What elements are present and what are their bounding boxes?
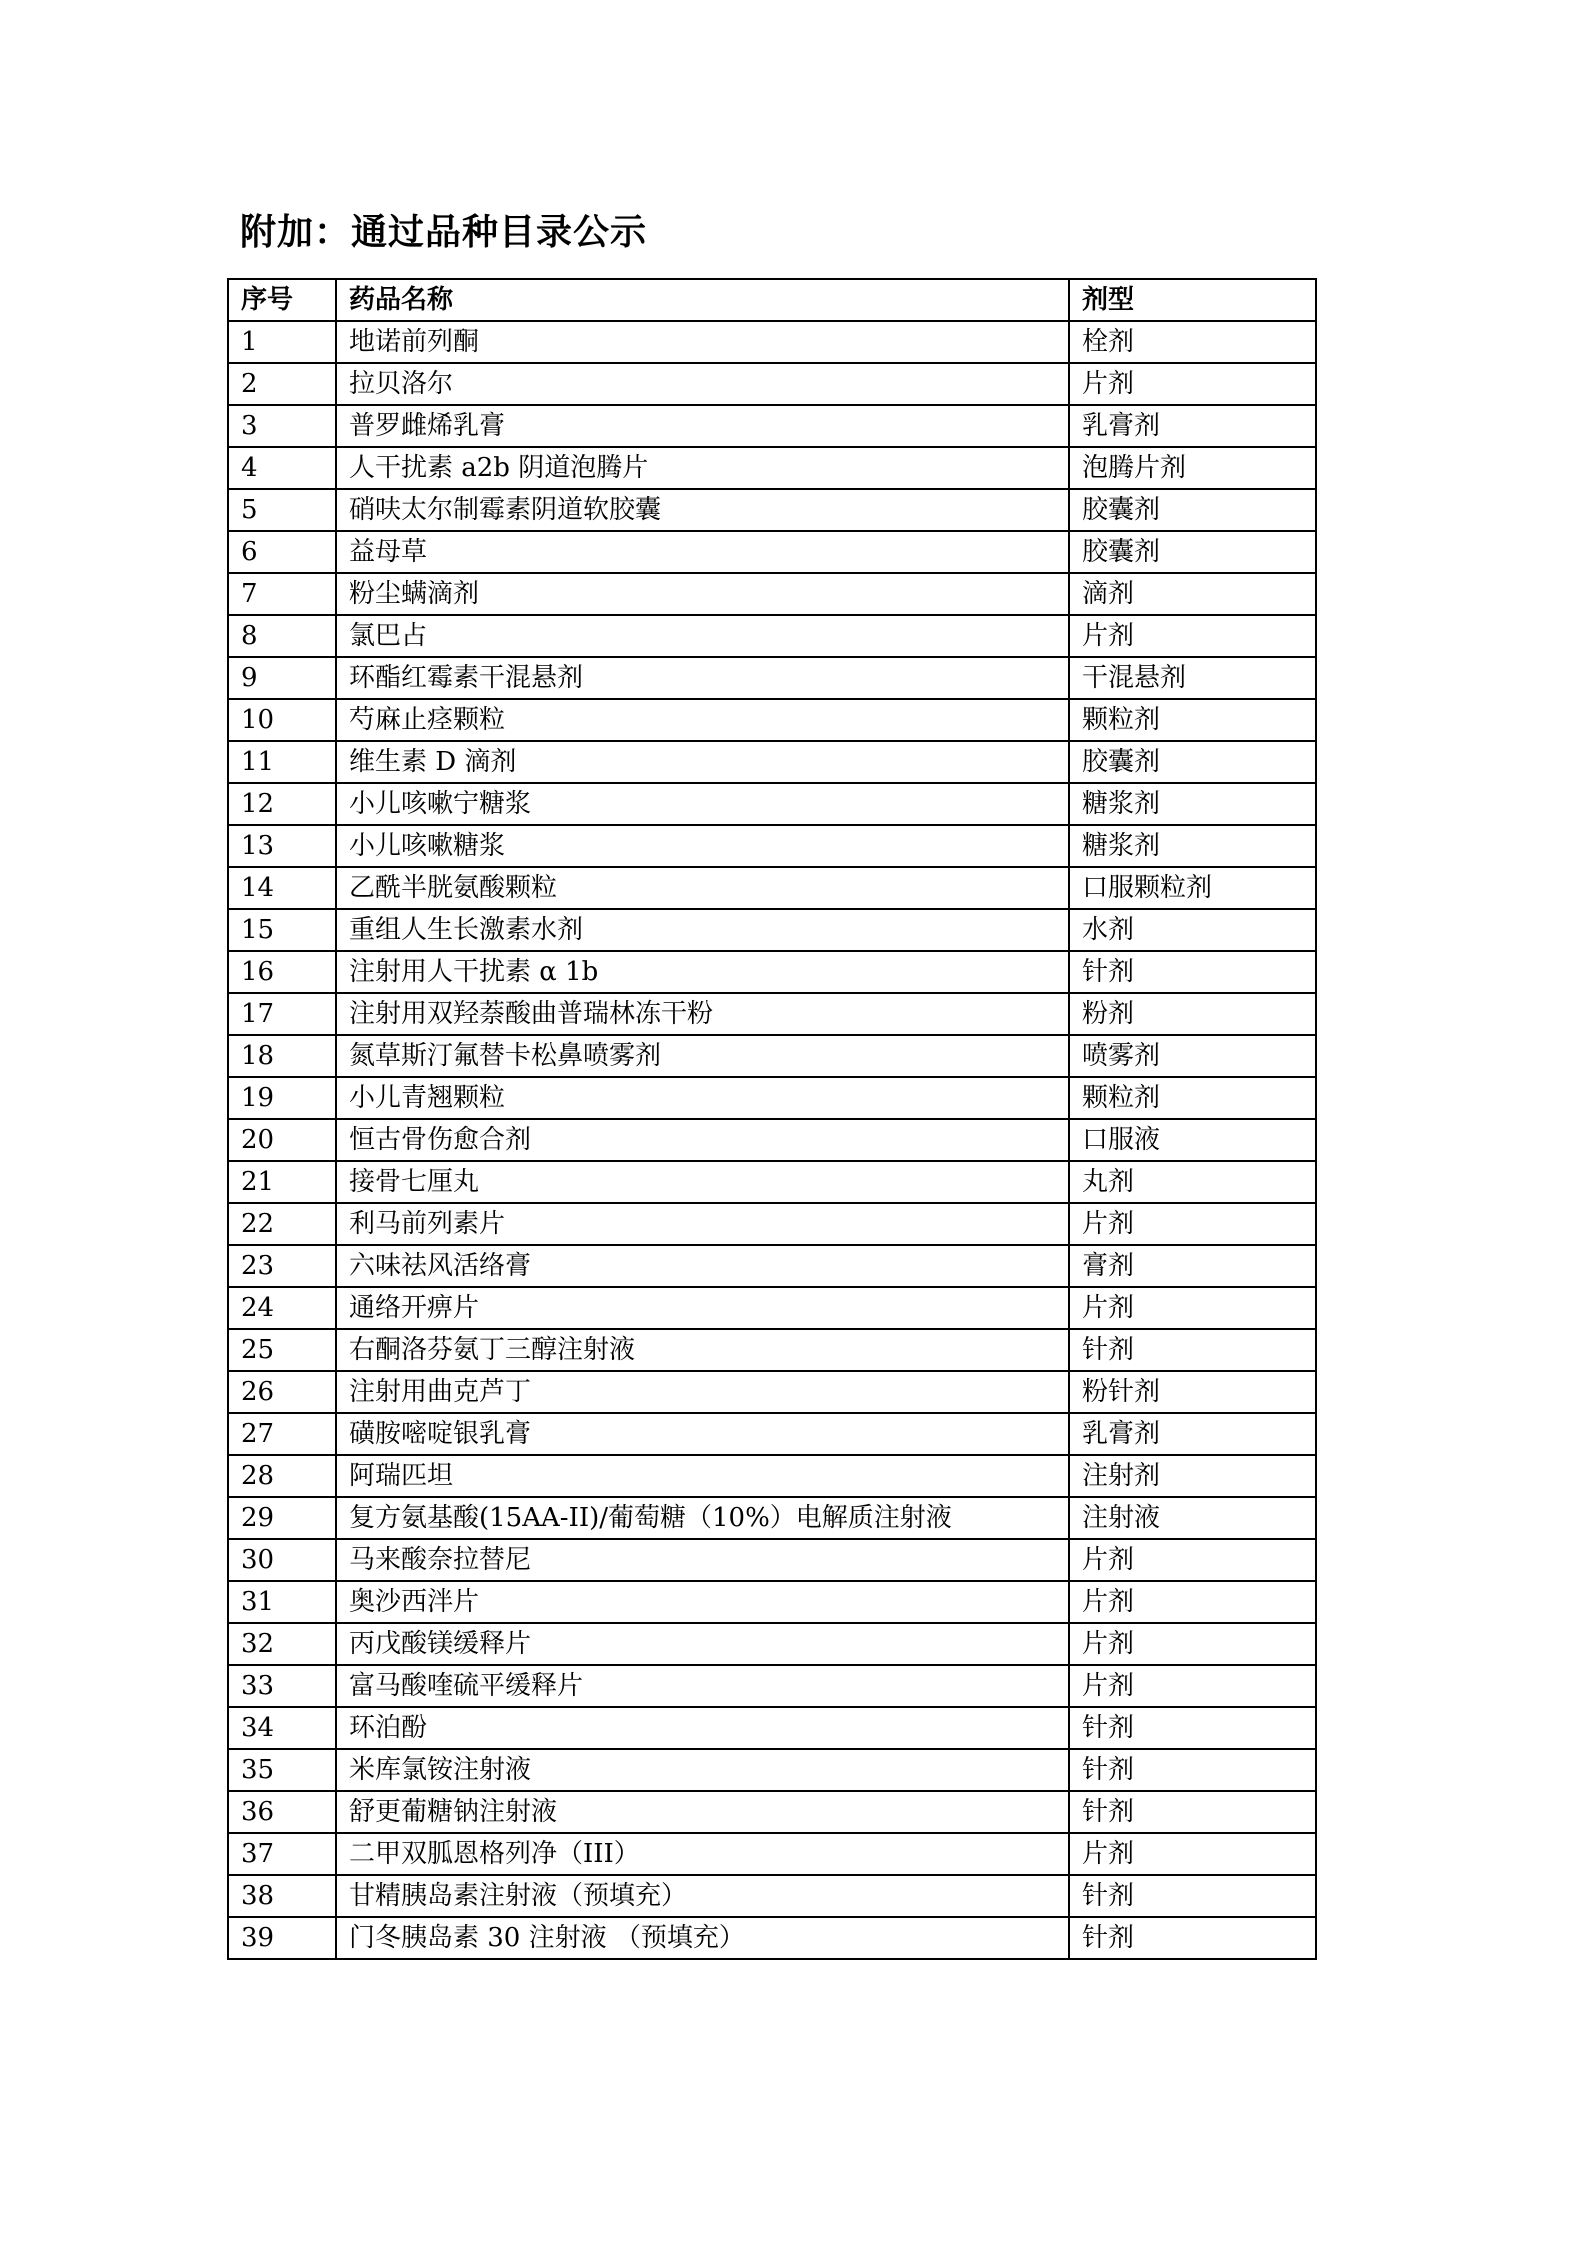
header-drug-name: 药品名称 [336, 279, 1069, 321]
serial-number-cell: 10 [228, 699, 336, 741]
dosage-form-cell: 胶囊剂 [1069, 741, 1316, 783]
serial-number-cell: 18 [228, 1035, 336, 1077]
serial-number-cell: 20 [228, 1119, 336, 1161]
dosage-form-cell: 干混悬剂 [1069, 657, 1316, 699]
drug-name-cell: 接骨七厘丸 [336, 1161, 1069, 1203]
serial-number-cell: 2 [228, 363, 336, 405]
dosage-form-cell: 粉剂 [1069, 993, 1316, 1035]
serial-number-cell: 7 [228, 573, 336, 615]
dosage-form-cell: 片剂 [1069, 615, 1316, 657]
serial-number-cell: 4 [228, 447, 336, 489]
dosage-form-cell: 粉针剂 [1069, 1371, 1316, 1413]
drug-name-cell: 马来酸奈拉替尼 [336, 1539, 1069, 1581]
header-dosage-form: 剂型 [1069, 279, 1316, 321]
serial-number-cell: 5 [228, 489, 336, 531]
table-row [228, 867, 1316, 909]
drug-name-cell: 注射用曲克芦丁 [336, 1371, 1069, 1413]
serial-number-cell: 6 [228, 531, 336, 573]
drug-name-cell: 氯巴占 [336, 615, 1069, 657]
drug-name-cell: 芍麻止痉颗粒 [336, 699, 1069, 741]
dosage-form-cell: 胶囊剂 [1069, 531, 1316, 573]
table-row [228, 1791, 1316, 1833]
drug-name-cell: 乙酰半胱氨酸颗粒 [336, 867, 1069, 909]
dosage-form-cell: 膏剂 [1069, 1245, 1316, 1287]
table-row [228, 1455, 1316, 1497]
drug-name-cell: 益母草 [336, 531, 1069, 573]
drug-name-cell: 环泊酚 [336, 1707, 1069, 1749]
dosage-form-cell: 针剂 [1069, 1875, 1316, 1917]
drug-name-cell: 小儿咳嗽糖浆 [336, 825, 1069, 867]
dosage-form-cell: 糖浆剂 [1069, 825, 1316, 867]
dosage-form-cell: 片剂 [1069, 1581, 1316, 1623]
drug-name-cell: 奥沙西泮片 [336, 1581, 1069, 1623]
drug-name-cell: 通络开痹片 [336, 1287, 1069, 1329]
header-serial-number: 序号 [228, 279, 336, 321]
serial-number-cell: 24 [228, 1287, 336, 1329]
dosage-form-cell: 喷雾剂 [1069, 1035, 1316, 1077]
table-row [228, 1707, 1316, 1749]
serial-number-cell: 13 [228, 825, 336, 867]
dosage-form-cell: 针剂 [1069, 1917, 1316, 1959]
dosage-form-cell: 针剂 [1069, 1707, 1316, 1749]
drug-name-cell: 舒更葡糖钠注射液 [336, 1791, 1069, 1833]
table-row [228, 1329, 1316, 1371]
dosage-form-cell: 乳膏剂 [1069, 405, 1316, 447]
table-row [228, 1161, 1316, 1203]
drug-name-cell: 拉贝洛尔 [336, 363, 1069, 405]
serial-number-cell: 26 [228, 1371, 336, 1413]
drug-name-cell: 氮草斯汀氟替卡松鼻喷雾剂 [336, 1035, 1069, 1077]
dosage-form-cell: 片剂 [1069, 1539, 1316, 1581]
dosage-form-cell: 注射液 [1069, 1497, 1316, 1539]
dosage-form-cell: 注射剂 [1069, 1455, 1316, 1497]
drug-name-cell: 小儿青翘颗粒 [336, 1077, 1069, 1119]
serial-number-cell: 21 [228, 1161, 336, 1203]
dosage-form-cell: 糖浆剂 [1069, 783, 1316, 825]
table-row [228, 1917, 1316, 1959]
dosage-form-cell: 片剂 [1069, 1287, 1316, 1329]
table-row [228, 699, 1316, 741]
serial-number-cell: 12 [228, 783, 336, 825]
serial-number-cell: 28 [228, 1455, 336, 1497]
drug-name-cell: 门冬胰岛素 30 注射液 （预填充） [336, 1917, 1069, 1959]
table-body [228, 321, 1316, 1959]
drug-name-cell: 右酮洛芬氨丁三醇注射液 [336, 1329, 1069, 1371]
dosage-form-cell: 口服颗粒剂 [1069, 867, 1316, 909]
drug-name-cell: 富马酸喹硫平缓释片 [336, 1665, 1069, 1707]
serial-number-cell: 15 [228, 909, 336, 951]
drug-name-cell: 人干扰素 a2b 阴道泡腾片 [336, 447, 1069, 489]
table-row [228, 489, 1316, 531]
dosage-form-cell: 针剂 [1069, 1329, 1316, 1371]
dosage-form-cell: 乳膏剂 [1069, 1413, 1316, 1455]
table-row [228, 1287, 1316, 1329]
table-row [228, 321, 1316, 363]
dosage-form-cell: 颗粒剂 [1069, 699, 1316, 741]
drug-name-cell: 阿瑞匹坦 [336, 1455, 1069, 1497]
table-row [228, 1035, 1316, 1077]
drug-name-cell: 复方氨基酸(15AA-II)/葡萄糖（10%）电解质注射液 [336, 1497, 1069, 1539]
serial-number-cell: 32 [228, 1623, 336, 1665]
table-row [228, 1119, 1316, 1161]
table-row [228, 783, 1316, 825]
table-row [228, 531, 1316, 573]
serial-number-cell: 33 [228, 1665, 336, 1707]
serial-number-cell: 22 [228, 1203, 336, 1245]
dosage-form-cell: 栓剂 [1069, 321, 1316, 363]
drug-name-cell: 环酯红霉素干混悬剂 [336, 657, 1069, 699]
table-row [228, 951, 1316, 993]
dosage-form-cell: 针剂 [1069, 1749, 1316, 1791]
table-row [228, 405, 1316, 447]
dosage-form-cell: 颗粒剂 [1069, 1077, 1316, 1119]
dosage-form-cell: 片剂 [1069, 1623, 1316, 1665]
drug-name-cell: 注射用人干扰素 α 1b [336, 951, 1069, 993]
table-row [228, 1665, 1316, 1707]
drug-name-cell: 磺胺嘧啶银乳膏 [336, 1413, 1069, 1455]
drug-name-cell: 二甲双胍恩格列净（III） [336, 1833, 1069, 1875]
table-row [228, 1203, 1316, 1245]
drug-name-cell: 地诺前列酮 [336, 321, 1069, 363]
serial-number-cell: 9 [228, 657, 336, 699]
serial-number-cell: 14 [228, 867, 336, 909]
serial-number-cell: 23 [228, 1245, 336, 1287]
serial-number-cell: 36 [228, 1791, 336, 1833]
serial-number-cell: 25 [228, 1329, 336, 1371]
serial-number-cell: 19 [228, 1077, 336, 1119]
table-row [228, 1413, 1316, 1455]
table-row [228, 1623, 1316, 1665]
drug-catalog-table [227, 278, 1317, 1960]
serial-number-cell: 35 [228, 1749, 336, 1791]
table-row [228, 1077, 1316, 1119]
serial-number-cell: 3 [228, 405, 336, 447]
table-header-row [228, 279, 1316, 321]
serial-number-cell: 38 [228, 1875, 336, 1917]
serial-number-cell: 39 [228, 1917, 336, 1959]
serial-number-cell: 30 [228, 1539, 336, 1581]
dosage-form-cell: 片剂 [1069, 1203, 1316, 1245]
dosage-form-cell: 丸剂 [1069, 1161, 1316, 1203]
dosage-form-cell: 口服液 [1069, 1119, 1316, 1161]
table-row [228, 573, 1316, 615]
drug-name-cell: 利马前列素片 [336, 1203, 1069, 1245]
serial-number-cell: 29 [228, 1497, 336, 1539]
dosage-form-cell: 针剂 [1069, 1791, 1316, 1833]
table-row [228, 447, 1316, 489]
table-row [228, 825, 1316, 867]
drug-name-cell: 粉尘螨滴剂 [336, 573, 1069, 615]
table-row [228, 741, 1316, 783]
drug-name-cell: 普罗雌烯乳膏 [336, 405, 1069, 447]
table-row [228, 615, 1316, 657]
serial-number-cell: 37 [228, 1833, 336, 1875]
drug-name-cell: 恒古骨伤愈合剂 [336, 1119, 1069, 1161]
dosage-form-cell: 滴剂 [1069, 573, 1316, 615]
dosage-form-cell: 胶囊剂 [1069, 489, 1316, 531]
serial-number-cell: 34 [228, 1707, 336, 1749]
dosage-form-cell: 片剂 [1069, 1665, 1316, 1707]
dosage-form-cell: 泡腾片剂 [1069, 447, 1316, 489]
serial-number-cell: 31 [228, 1581, 336, 1623]
drug-name-cell: 维生素 D 滴剂 [336, 741, 1069, 783]
serial-number-cell: 8 [228, 615, 336, 657]
serial-number-cell: 17 [228, 993, 336, 1035]
serial-number-cell: 1 [228, 321, 336, 363]
drug-name-cell: 丙戊酸镁缓释片 [336, 1623, 1069, 1665]
table-row [228, 1581, 1316, 1623]
table-row [228, 1749, 1316, 1791]
table-row [228, 363, 1316, 405]
table-row [228, 1833, 1316, 1875]
table-row [228, 1539, 1316, 1581]
drug-name-cell: 重组人生长激素水剂 [336, 909, 1069, 951]
table-row [228, 1371, 1316, 1413]
table-row [228, 657, 1316, 699]
dosage-form-cell: 片剂 [1069, 363, 1316, 405]
table-row [228, 1245, 1316, 1287]
drug-name-cell: 小儿咳嗽宁糖浆 [336, 783, 1069, 825]
drug-name-cell: 注射用双羟萘酸曲普瑞林冻干粉 [336, 993, 1069, 1035]
table-row [228, 1497, 1316, 1539]
drug-name-cell: 米库氯铵注射液 [336, 1749, 1069, 1791]
dosage-form-cell: 片剂 [1069, 1833, 1316, 1875]
table-row [228, 909, 1316, 951]
dosage-form-cell: 水剂 [1069, 909, 1316, 951]
drug-name-cell: 硝呋太尔制霉素阴道软胶囊 [336, 489, 1069, 531]
table-row [228, 1875, 1316, 1917]
document-title: 附加：通过品种目录公示 [240, 212, 648, 253]
serial-number-cell: 27 [228, 1413, 336, 1455]
serial-number-cell: 11 [228, 741, 336, 783]
serial-number-cell: 16 [228, 951, 336, 993]
dosage-form-cell: 针剂 [1069, 951, 1316, 993]
drug-name-cell: 六味祛风活络膏 [336, 1245, 1069, 1287]
table-row [228, 993, 1316, 1035]
drug-name-cell: 甘精胰岛素注射液（预填充） [336, 1875, 1069, 1917]
